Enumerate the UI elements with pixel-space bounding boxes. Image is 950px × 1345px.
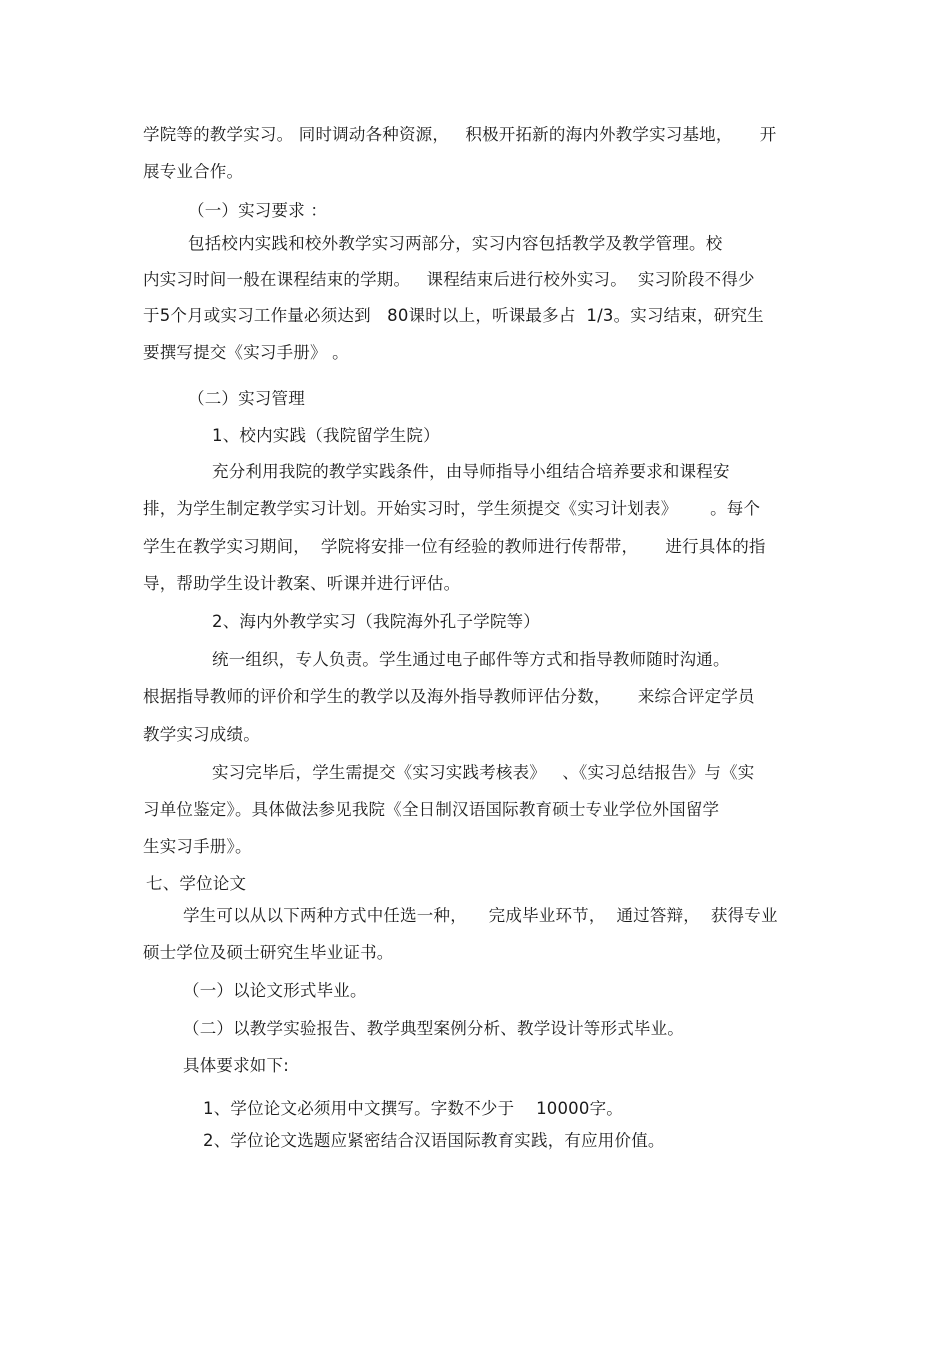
chapter-heading: 七、学位论文 — [146, 874, 247, 893]
list-item: （一）以论文形式毕业。 — [183, 981, 367, 1000]
text-line: 充分利用我院的教学实践条件，由导师指导小组结合培养要求和课程安 — [212, 462, 730, 481]
text-line: 教学实习成绩。 — [143, 725, 260, 744]
text-line: 根据指导教师的评价和学生的教学以及海外指导教师评估分数， 来综合评定学员 — [143, 687, 755, 706]
text-line: 内实习时间一般在课程结束的学期。 课程结束后进行校外实习。 实习阶段不得少 — [143, 270, 755, 289]
text-line: 实习完毕后，学生需提交《实习实践考核表》 、《实习总结报告》与《实 — [212, 763, 755, 782]
text-line: 硕士学位及硕士研究生毕业证书。 — [143, 943, 394, 962]
text-line: 学生可以从以下两种方式中任选一种， 完成毕业环节， 通过答辩， 获得专业 — [183, 906, 778, 925]
section-heading: （一）实习要求 ： — [188, 201, 328, 220]
text-line: 导，帮助学生设计教案、听课并进行评估。 — [143, 574, 461, 593]
list-item: 1、学位论文必须用中文撰写。字数不少于 10000字。 — [203, 1099, 623, 1118]
text-line: 要撰写提交《实习手册》 。 — [143, 343, 349, 362]
text-line: 于5个月或实习工作量必须达到 80课时以上，听课最多占 1/3。实习结束，研究生 — [143, 306, 764, 325]
text-line: 具体要求如下: — [183, 1056, 289, 1075]
text-line: 学院等的教学实习。 同时调动各种资源， 积极开拓新的海内外教学实习基地， 开 — [143, 125, 777, 144]
text-line: 包括校内实践和校外教学实习两部分，实习内容包括教学及教学管理。校 — [188, 234, 723, 253]
list-item: （二）以教学实验报告、教学典型案例分析、教学设计等形式毕业。 — [183, 1019, 684, 1038]
text-line: 排，为学生制定教学实习计划。开始实习时，学生须提交《实习计划表》 。每个 — [143, 499, 761, 518]
section-heading: （二）实习管理 — [188, 389, 305, 408]
subsection-heading: 2、海内外教学实习（我院海外孔子学院等） — [212, 612, 540, 631]
text-line: 统一组织，专人负责。学生通过电子邮件等方式和指导教师随时沟通。 — [212, 650, 730, 669]
text-line: 习单位鉴定》。具体做法参见我院《全日制汉语国际教育硕士专业学位外国留学 — [143, 800, 720, 819]
text-line: 展专业合作。 — [143, 162, 244, 181]
text-line: 生实习手册》。 — [143, 837, 252, 856]
subsection-heading: 1、校内实践（我院留学生院） — [212, 426, 440, 445]
list-item: 2、学位论文选题应紧密结合汉语国际教育实践，有应用价值。 — [203, 1131, 665, 1150]
text-line: 学生在教学实习期间， 学院将安排一位有经验的教师进行传帮带， 进行具体的指 — [143, 537, 766, 556]
